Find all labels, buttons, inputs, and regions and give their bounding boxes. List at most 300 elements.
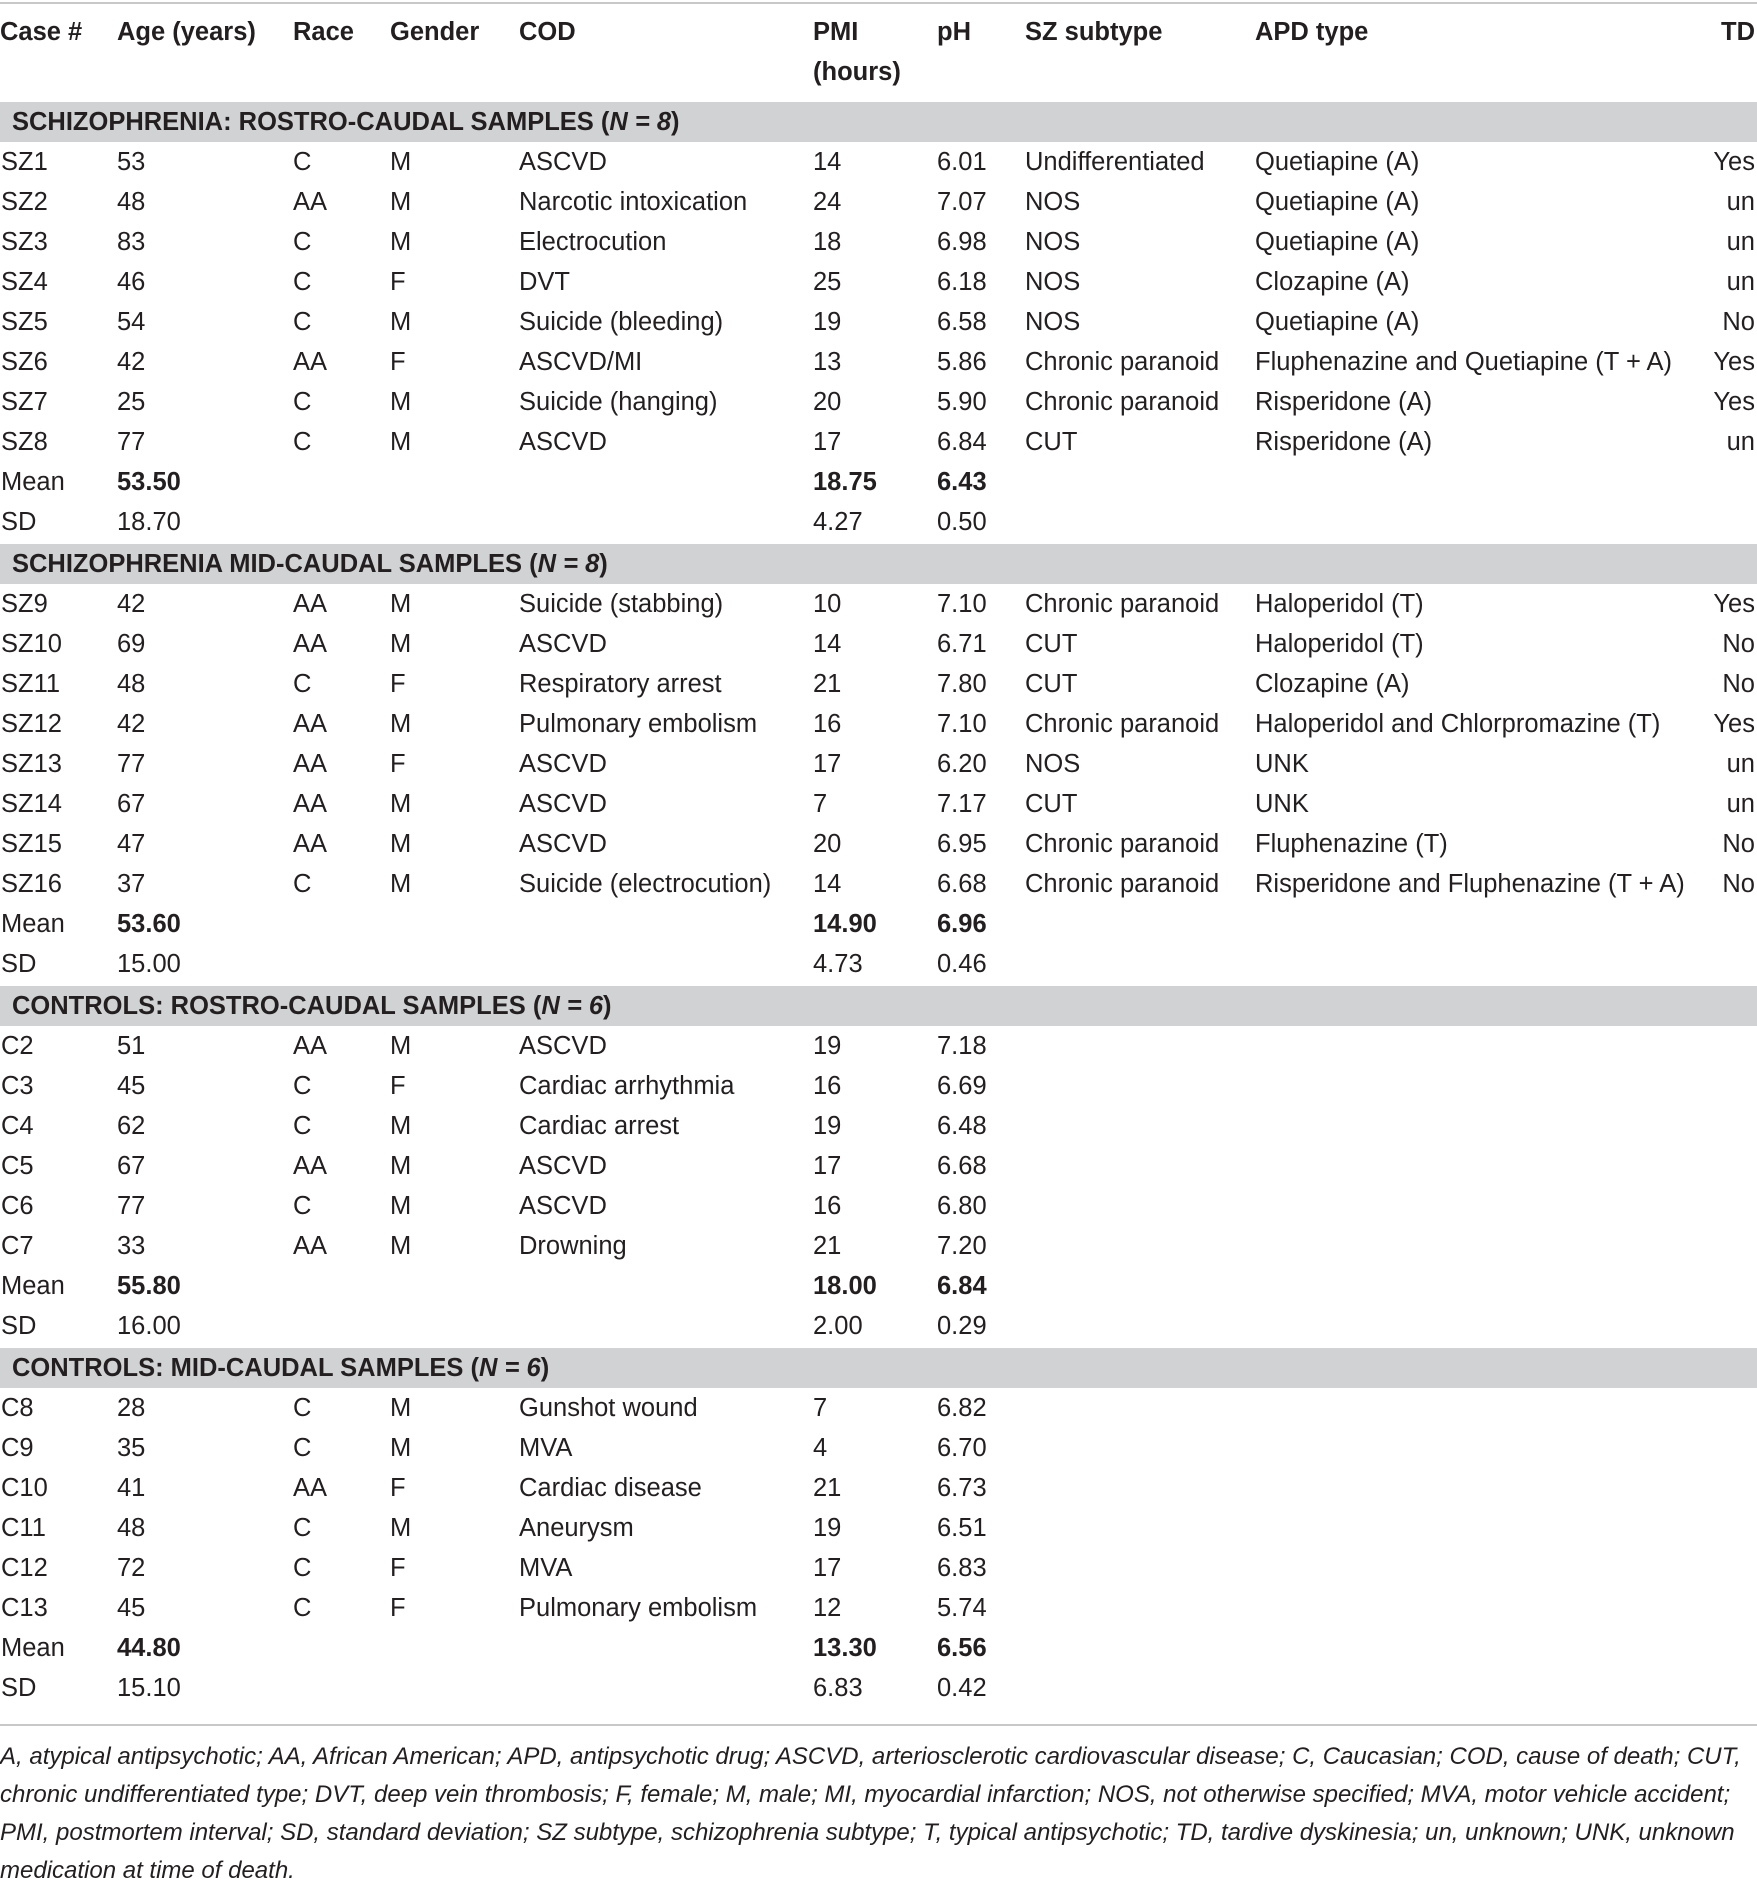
cell-case: SZ7	[1, 388, 48, 416]
cell-sz-subtype	[1025, 1548, 1255, 1588]
cell-ph: 5.74	[937, 1594, 987, 1622]
cell-pmi: 13	[813, 348, 842, 376]
cell-td: No	[1722, 308, 1755, 336]
cell-race: C	[293, 1434, 312, 1462]
cell-age: 47	[117, 830, 146, 858]
cell-sz-subtype: NOS	[1025, 228, 1081, 256]
cell-cod: Cardiac disease	[519, 1474, 702, 1502]
cell-race: AA	[293, 830, 328, 858]
cell-age: 35	[117, 1434, 146, 1462]
cell-apd-type	[1255, 1388, 1709, 1428]
table-row	[0, 1186, 1757, 1226]
sd-cell-race	[293, 1306, 390, 1347]
cell-case: SZ15	[1, 830, 62, 858]
table-row	[0, 824, 1757, 864]
mean-row	[0, 1628, 1757, 1668]
cell-pmi: 21	[813, 1232, 842, 1260]
cell-gender: M	[390, 228, 412, 256]
cell-apd-type	[1255, 1468, 1709, 1508]
sd-row	[0, 1668, 1757, 1708]
sd-cell-case: SD	[1, 1312, 37, 1340]
cell-sz-subtype: Chronic paranoid	[1025, 870, 1220, 898]
cell-age: 77	[117, 1192, 146, 1220]
cell-pmi: 19	[813, 1112, 842, 1140]
cell-pmi: 14	[813, 870, 842, 898]
section-title	[0, 101, 1757, 142]
cell-race: C	[293, 268, 312, 296]
cell-td	[1709, 1106, 1757, 1146]
cell-race: AA	[293, 630, 328, 658]
cell-sz-subtype	[1025, 1468, 1255, 1508]
sd-cell-td	[1709, 1306, 1757, 1347]
cell-ph: 5.86	[937, 348, 987, 376]
cell-apd-type	[1255, 1588, 1709, 1628]
header-race: Race	[293, 18, 354, 46]
cell-td: No	[1722, 670, 1755, 698]
cell-case: C3	[1, 1072, 34, 1100]
cell-cod: Narcotic intoxication	[519, 188, 748, 216]
cell-case: C2	[1, 1032, 34, 1060]
cell-case: C4	[1, 1112, 34, 1140]
cell-ph: 6.70	[937, 1434, 987, 1462]
cell-cod: ASCVD	[519, 1192, 607, 1220]
cell-race: C	[293, 1554, 312, 1582]
sd-cell-sz-subtype	[1025, 502, 1255, 543]
section-n-label: N = 8	[609, 108, 672, 136]
header-sz-subtype: SZ subtype	[1025, 18, 1163, 46]
cell-case: SZ9	[1, 590, 48, 618]
cell-gender: F	[390, 1594, 406, 1622]
cell-ph: 6.20	[937, 750, 987, 778]
cell-pmi: 18	[813, 228, 842, 256]
cell-gender: M	[390, 1434, 412, 1462]
cell-sz-subtype	[1025, 1428, 1255, 1468]
mean-cell-pmi: 18.00	[813, 1272, 877, 1300]
cell-apd-type	[1255, 1548, 1709, 1588]
cell-cod: ASCVD	[519, 790, 607, 818]
cell-pmi: 16	[813, 1192, 842, 1220]
table-footnote: A, atypical antipsychotic; AA, African American; APD, antipsychotic drug; ASCVD, arteriosclerotic cardiovascular disease; C, Caucasian; COD, cause of death; CUT, chronic undifferentiated type; DVT, deep vein thrombosis; F, female; M, male; MI, myocardial infarction; NOS, not otherwise specified; MVA, motor vehicle accident; PMI, postmortem interval; SD, standard deviation; SZ subtype, schizophrenia subtype; T, typical antipsychotic; TD, tardive dyskinesia; un, unknown; UNK, unknown medication at time of death.	[0, 1724, 1757, 1890]
cell-ph: 5.90	[937, 388, 987, 416]
cell-td	[1709, 1066, 1757, 1106]
mean-cell-age: 53.50	[117, 468, 181, 496]
cell-case: C13	[1, 1594, 48, 1622]
sd-cell-race	[293, 502, 390, 543]
cell-sz-subtype	[1025, 1226, 1255, 1266]
cell-cod: ASCVD	[519, 830, 607, 858]
mean-cell-td	[1709, 1628, 1757, 1668]
cell-gender: M	[390, 188, 412, 216]
sd-row	[0, 944, 1757, 985]
cell-ph: 6.84	[937, 428, 987, 456]
cell-gender: M	[390, 428, 412, 456]
cell-race: AA	[293, 790, 328, 818]
sd-row	[0, 1306, 1757, 1347]
sd-cell-td	[1709, 944, 1757, 985]
cell-sz-subtype: Chronic paranoid	[1025, 348, 1220, 376]
table-row	[0, 1468, 1757, 1508]
cell-sz-subtype: NOS	[1025, 750, 1081, 778]
sd-cell-race	[293, 944, 390, 985]
section-title-close: )	[599, 550, 608, 578]
cell-gender: M	[390, 1032, 412, 1060]
table-row	[0, 382, 1757, 422]
cell-ph: 6.68	[937, 1152, 987, 1180]
cell-td: un	[1726, 188, 1755, 216]
cell-td	[1709, 1588, 1757, 1628]
cell-apd-type: Clozapine (A)	[1255, 670, 1410, 698]
table-row	[0, 664, 1757, 704]
sd-cell-td	[1709, 502, 1757, 543]
cell-pmi: 14	[813, 630, 842, 658]
mean-cell-sz-subtype	[1025, 904, 1255, 944]
cell-gender: M	[390, 388, 412, 416]
cell-gender: F	[390, 1474, 406, 1502]
cell-race: C	[293, 870, 312, 898]
cell-cod: Suicide (bleeding)	[519, 308, 724, 336]
section-title-text: CONTROLS: MID-CAUDAL SAMPLES (	[12, 1354, 480, 1382]
section-title-close: )	[540, 1354, 550, 1382]
cell-cod: Suicide (hanging)	[519, 388, 718, 416]
cell-ph: 6.69	[937, 1072, 987, 1100]
cell-gender: F	[390, 1554, 406, 1582]
cell-age: 25	[117, 388, 146, 416]
cell-td	[1709, 1146, 1757, 1186]
cell-gender: M	[390, 1112, 412, 1140]
cell-case: SZ11	[1, 670, 61, 698]
cell-race: C	[293, 148, 312, 176]
cell-race: C	[293, 308, 312, 336]
cell-cod: ASCVD	[519, 750, 607, 778]
cell-ph: 6.18	[937, 268, 987, 296]
table-row	[0, 422, 1757, 462]
mean-cell-sz-subtype	[1025, 462, 1255, 502]
cell-gender: M	[390, 590, 412, 618]
cell-apd-type: Risperidone (A)	[1255, 388, 1433, 416]
cell-pmi: 4	[813, 1434, 828, 1462]
sd-cell-race	[293, 1668, 390, 1708]
mean-cell-race	[293, 462, 390, 502]
table-row	[0, 784, 1757, 824]
section-title-close: )	[671, 108, 680, 136]
mean-cell-apd-type	[1255, 462, 1709, 502]
cell-gender: M	[390, 870, 412, 898]
mean-cell-ph: 6.56	[937, 1634, 987, 1662]
cell-pmi: 21	[813, 670, 842, 698]
cell-age: 62	[117, 1112, 146, 1140]
cell-pmi: 17	[813, 1554, 842, 1582]
section-title	[0, 543, 1757, 584]
table-row	[0, 1026, 1757, 1066]
cell-td: No	[1722, 830, 1755, 858]
mean-cell-gender	[390, 904, 519, 944]
mean-cell-race	[293, 1266, 390, 1306]
cell-pmi: 14	[813, 148, 842, 176]
mean-cell-cod	[519, 462, 813, 502]
cell-td: Yes	[1713, 388, 1755, 416]
mean-cell-cod	[519, 1266, 813, 1306]
cell-sz-subtype: Chronic paranoid	[1025, 590, 1220, 618]
cell-cod: ASCVD/MI	[519, 348, 643, 376]
cell-case: SZ2	[1, 188, 48, 216]
mean-cell-case: Mean	[1, 468, 65, 496]
cell-case: SZ5	[1, 308, 48, 336]
cell-race: C	[293, 1594, 312, 1622]
cell-case: C9	[1, 1434, 34, 1462]
cell-td	[1709, 1428, 1757, 1468]
cell-case: SZ6	[1, 348, 48, 376]
cell-apd-type: Haloperidol (T)	[1255, 630, 1424, 658]
cell-pmi: 19	[813, 308, 842, 336]
cell-ph: 7.07	[937, 188, 987, 216]
sd-cell-sz-subtype	[1025, 1306, 1255, 1347]
cell-case: C12	[1, 1554, 48, 1582]
cell-apd-type: Quetiapine (A)	[1255, 308, 1420, 336]
table-row	[0, 182, 1757, 222]
cell-td: No	[1722, 870, 1755, 898]
sd-cell-pmi: 2.00	[813, 1312, 863, 1340]
cell-apd-type	[1255, 1428, 1709, 1468]
mean-cell-race	[293, 904, 390, 944]
table-row	[0, 1428, 1757, 1468]
cell-age: 48	[117, 670, 146, 698]
cell-sz-subtype	[1025, 1146, 1255, 1186]
mean-row	[0, 1266, 1757, 1306]
cell-pmi: 21	[813, 1474, 842, 1502]
cell-race: AA	[293, 348, 328, 376]
cell-sz-subtype	[1025, 1106, 1255, 1146]
cell-gender: F	[390, 1072, 406, 1100]
cell-sz-subtype	[1025, 1026, 1255, 1066]
cell-age: 67	[117, 790, 146, 818]
table-row	[0, 1388, 1757, 1428]
cell-cod: Aneurysm	[519, 1514, 634, 1542]
mean-cell-gender	[390, 462, 519, 502]
cell-apd-type: UNK	[1255, 790, 1309, 818]
cell-sz-subtype: CUT	[1025, 790, 1078, 818]
cell-case: SZ16	[1, 870, 62, 898]
cell-td	[1709, 1548, 1757, 1588]
cell-age: 53	[117, 148, 146, 176]
cell-age: 37	[117, 870, 146, 898]
mean-cell-age: 44.80	[117, 1634, 181, 1662]
cell-td: No	[1722, 630, 1755, 658]
cell-cod: Suicide (electrocution)	[519, 870, 772, 898]
cell-cod: Respiratory arrest	[519, 670, 722, 698]
table-row	[0, 262, 1757, 302]
sd-cell-pmi: 6.83	[813, 1674, 863, 1702]
mean-cell-ph: 6.96	[937, 910, 987, 938]
mean-cell-td	[1709, 904, 1757, 944]
cell-ph: 7.20	[937, 1232, 987, 1260]
sd-cell-gender	[390, 502, 519, 543]
cell-age: 33	[117, 1232, 146, 1260]
cell-td: un	[1726, 268, 1755, 296]
cell-td: un	[1726, 428, 1755, 456]
cell-case: SZ3	[1, 228, 48, 256]
cell-gender: M	[390, 308, 412, 336]
cell-race: AA	[293, 750, 328, 778]
cell-gender: M	[390, 1232, 412, 1260]
table-row	[0, 1226, 1757, 1266]
cell-gender: M	[390, 830, 412, 858]
cell-apd-type: Quetiapine (A)	[1255, 228, 1420, 256]
cell-cod: Cardiac arrest	[519, 1112, 680, 1140]
cell-cod: ASCVD	[519, 428, 607, 456]
sd-cell-age: 15.10	[117, 1674, 181, 1702]
mean-cell-age: 53.60	[117, 910, 181, 938]
cell-gender: F	[390, 670, 406, 698]
table-row	[0, 704, 1757, 744]
mean-cell-ph: 6.84	[937, 1272, 987, 1300]
cell-gender: M	[390, 1192, 412, 1220]
cell-ph: 6.82	[937, 1394, 987, 1422]
cell-td	[1709, 1388, 1757, 1428]
sd-cell-ph: 0.42	[937, 1674, 987, 1702]
sd-cell-ph: 0.29	[937, 1312, 987, 1340]
cell-race: C	[293, 388, 312, 416]
sd-cell-age: 15.00	[117, 950, 181, 978]
cell-case: SZ12	[1, 710, 62, 738]
mean-cell-ph: 6.43	[937, 468, 987, 496]
sd-cell-sz-subtype	[1025, 944, 1255, 985]
cell-apd-type	[1255, 1106, 1709, 1146]
cell-apd-type	[1255, 1026, 1709, 1066]
cell-pmi: 24	[813, 188, 842, 216]
mean-cell-apd-type	[1255, 904, 1709, 944]
header-ph: pH	[937, 18, 971, 46]
cell-race: C	[293, 670, 312, 698]
cell-age: 45	[117, 1594, 146, 1622]
cell-case: SZ1	[1, 148, 48, 176]
cell-apd-type: Haloperidol (T)	[1255, 590, 1424, 618]
cell-apd-type: Quetiapine (A)	[1255, 148, 1420, 176]
cell-age: 77	[117, 750, 146, 778]
table-header	[0, 0, 1757, 101]
mean-cell-case: Mean	[1, 910, 65, 938]
cell-case: SZ13	[1, 750, 62, 778]
cell-cod: ASCVD	[519, 630, 607, 658]
table-row	[0, 1508, 1757, 1548]
cell-gender: M	[390, 790, 412, 818]
cell-td: Yes	[1713, 348, 1755, 376]
cell-gender: M	[390, 1152, 412, 1180]
cell-cod: MVA	[519, 1434, 573, 1462]
cell-age: 48	[117, 1514, 146, 1542]
cell-td: un	[1726, 750, 1755, 778]
mean-cell-pmi: 18.75	[813, 468, 877, 496]
mean-cell-case: Mean	[1, 1634, 65, 1662]
cell-cod: Electrocution	[519, 228, 667, 256]
cell-race: C	[293, 1394, 312, 1422]
cell-ph: 7.80	[937, 670, 987, 698]
cell-pmi: 17	[813, 428, 842, 456]
cell-cod: ASCVD	[519, 148, 607, 176]
cell-sz-subtype	[1025, 1588, 1255, 1628]
cell-apd-type: UNK	[1255, 750, 1309, 778]
cell-ph: 7.17	[937, 790, 987, 818]
cell-td: Yes	[1713, 590, 1755, 618]
cell-race: AA	[293, 590, 328, 618]
cell-ph: 7.10	[937, 710, 987, 738]
mean-cell-age: 55.80	[117, 1272, 181, 1300]
mean-cell-gender	[390, 1628, 519, 1668]
cell-ph: 6.58	[937, 308, 987, 336]
cell-sz-subtype: NOS	[1025, 268, 1081, 296]
table-row	[0, 1146, 1757, 1186]
cell-age: 42	[117, 590, 146, 618]
table-row	[0, 302, 1757, 342]
sd-cell-td	[1709, 1668, 1757, 1708]
cell-pmi: 7	[813, 1394, 828, 1422]
cell-sz-subtype: CUT	[1025, 428, 1078, 456]
table-row	[0, 584, 1757, 624]
sd-cell-age: 18.70	[117, 508, 181, 536]
header-apd-type: APD type	[1255, 18, 1369, 46]
cell-age: 45	[117, 1072, 146, 1100]
cell-td: un	[1726, 228, 1755, 256]
cell-sz-subtype	[1025, 1388, 1255, 1428]
cell-ph: 6.80	[937, 1192, 987, 1220]
cell-case: C8	[1, 1394, 34, 1422]
section-title-close: )	[603, 992, 612, 1020]
cell-td: un	[1726, 790, 1755, 818]
cell-sz-subtype: CUT	[1025, 630, 1078, 658]
cell-cod: ASCVD	[519, 1152, 607, 1180]
header-case: Case #	[0, 18, 83, 46]
cell-ph: 6.68	[937, 870, 987, 898]
table-row	[0, 1106, 1757, 1146]
mean-cell-case: Mean	[1, 1272, 65, 1300]
cell-td	[1709, 1508, 1757, 1548]
mean-cell-cod	[519, 1628, 813, 1668]
mean-cell-apd-type	[1255, 1628, 1709, 1668]
cell-age: 77	[117, 428, 146, 456]
cell-race: AA	[293, 1232, 328, 1260]
cell-age: 42	[117, 348, 146, 376]
table-row	[0, 342, 1757, 382]
cell-gender: M	[390, 1514, 412, 1542]
cell-case: C10	[1, 1474, 48, 1502]
cell-race: AA	[293, 188, 328, 216]
table-row	[0, 222, 1757, 262]
header-age: Age (years)	[117, 18, 256, 46]
cell-case: SZ10	[1, 630, 62, 658]
cell-age: 83	[117, 228, 146, 256]
cell-age: 42	[117, 710, 146, 738]
table-row	[0, 1066, 1757, 1106]
cell-age: 51	[117, 1032, 146, 1060]
cell-race: C	[293, 1192, 312, 1220]
cell-sz-subtype	[1025, 1508, 1255, 1548]
cell-apd-type	[1255, 1146, 1709, 1186]
cell-pmi: 17	[813, 750, 842, 778]
sd-cell-gender	[390, 944, 519, 985]
cell-td: Yes	[1713, 148, 1755, 176]
mean-row	[0, 904, 1757, 944]
sd-cell-cod	[519, 502, 813, 543]
cell-race: C	[293, 1514, 312, 1542]
sd-cell-case: SD	[1, 1674, 37, 1702]
mean-cell-td	[1709, 1266, 1757, 1306]
cell-apd-type	[1255, 1226, 1709, 1266]
sd-cell-cod	[519, 1306, 813, 1347]
cell-ph: 6.98	[937, 228, 987, 256]
cell-gender: M	[390, 148, 412, 176]
mean-row	[0, 462, 1757, 502]
cell-pmi: 19	[813, 1032, 842, 1060]
cell-pmi: 20	[813, 830, 842, 858]
